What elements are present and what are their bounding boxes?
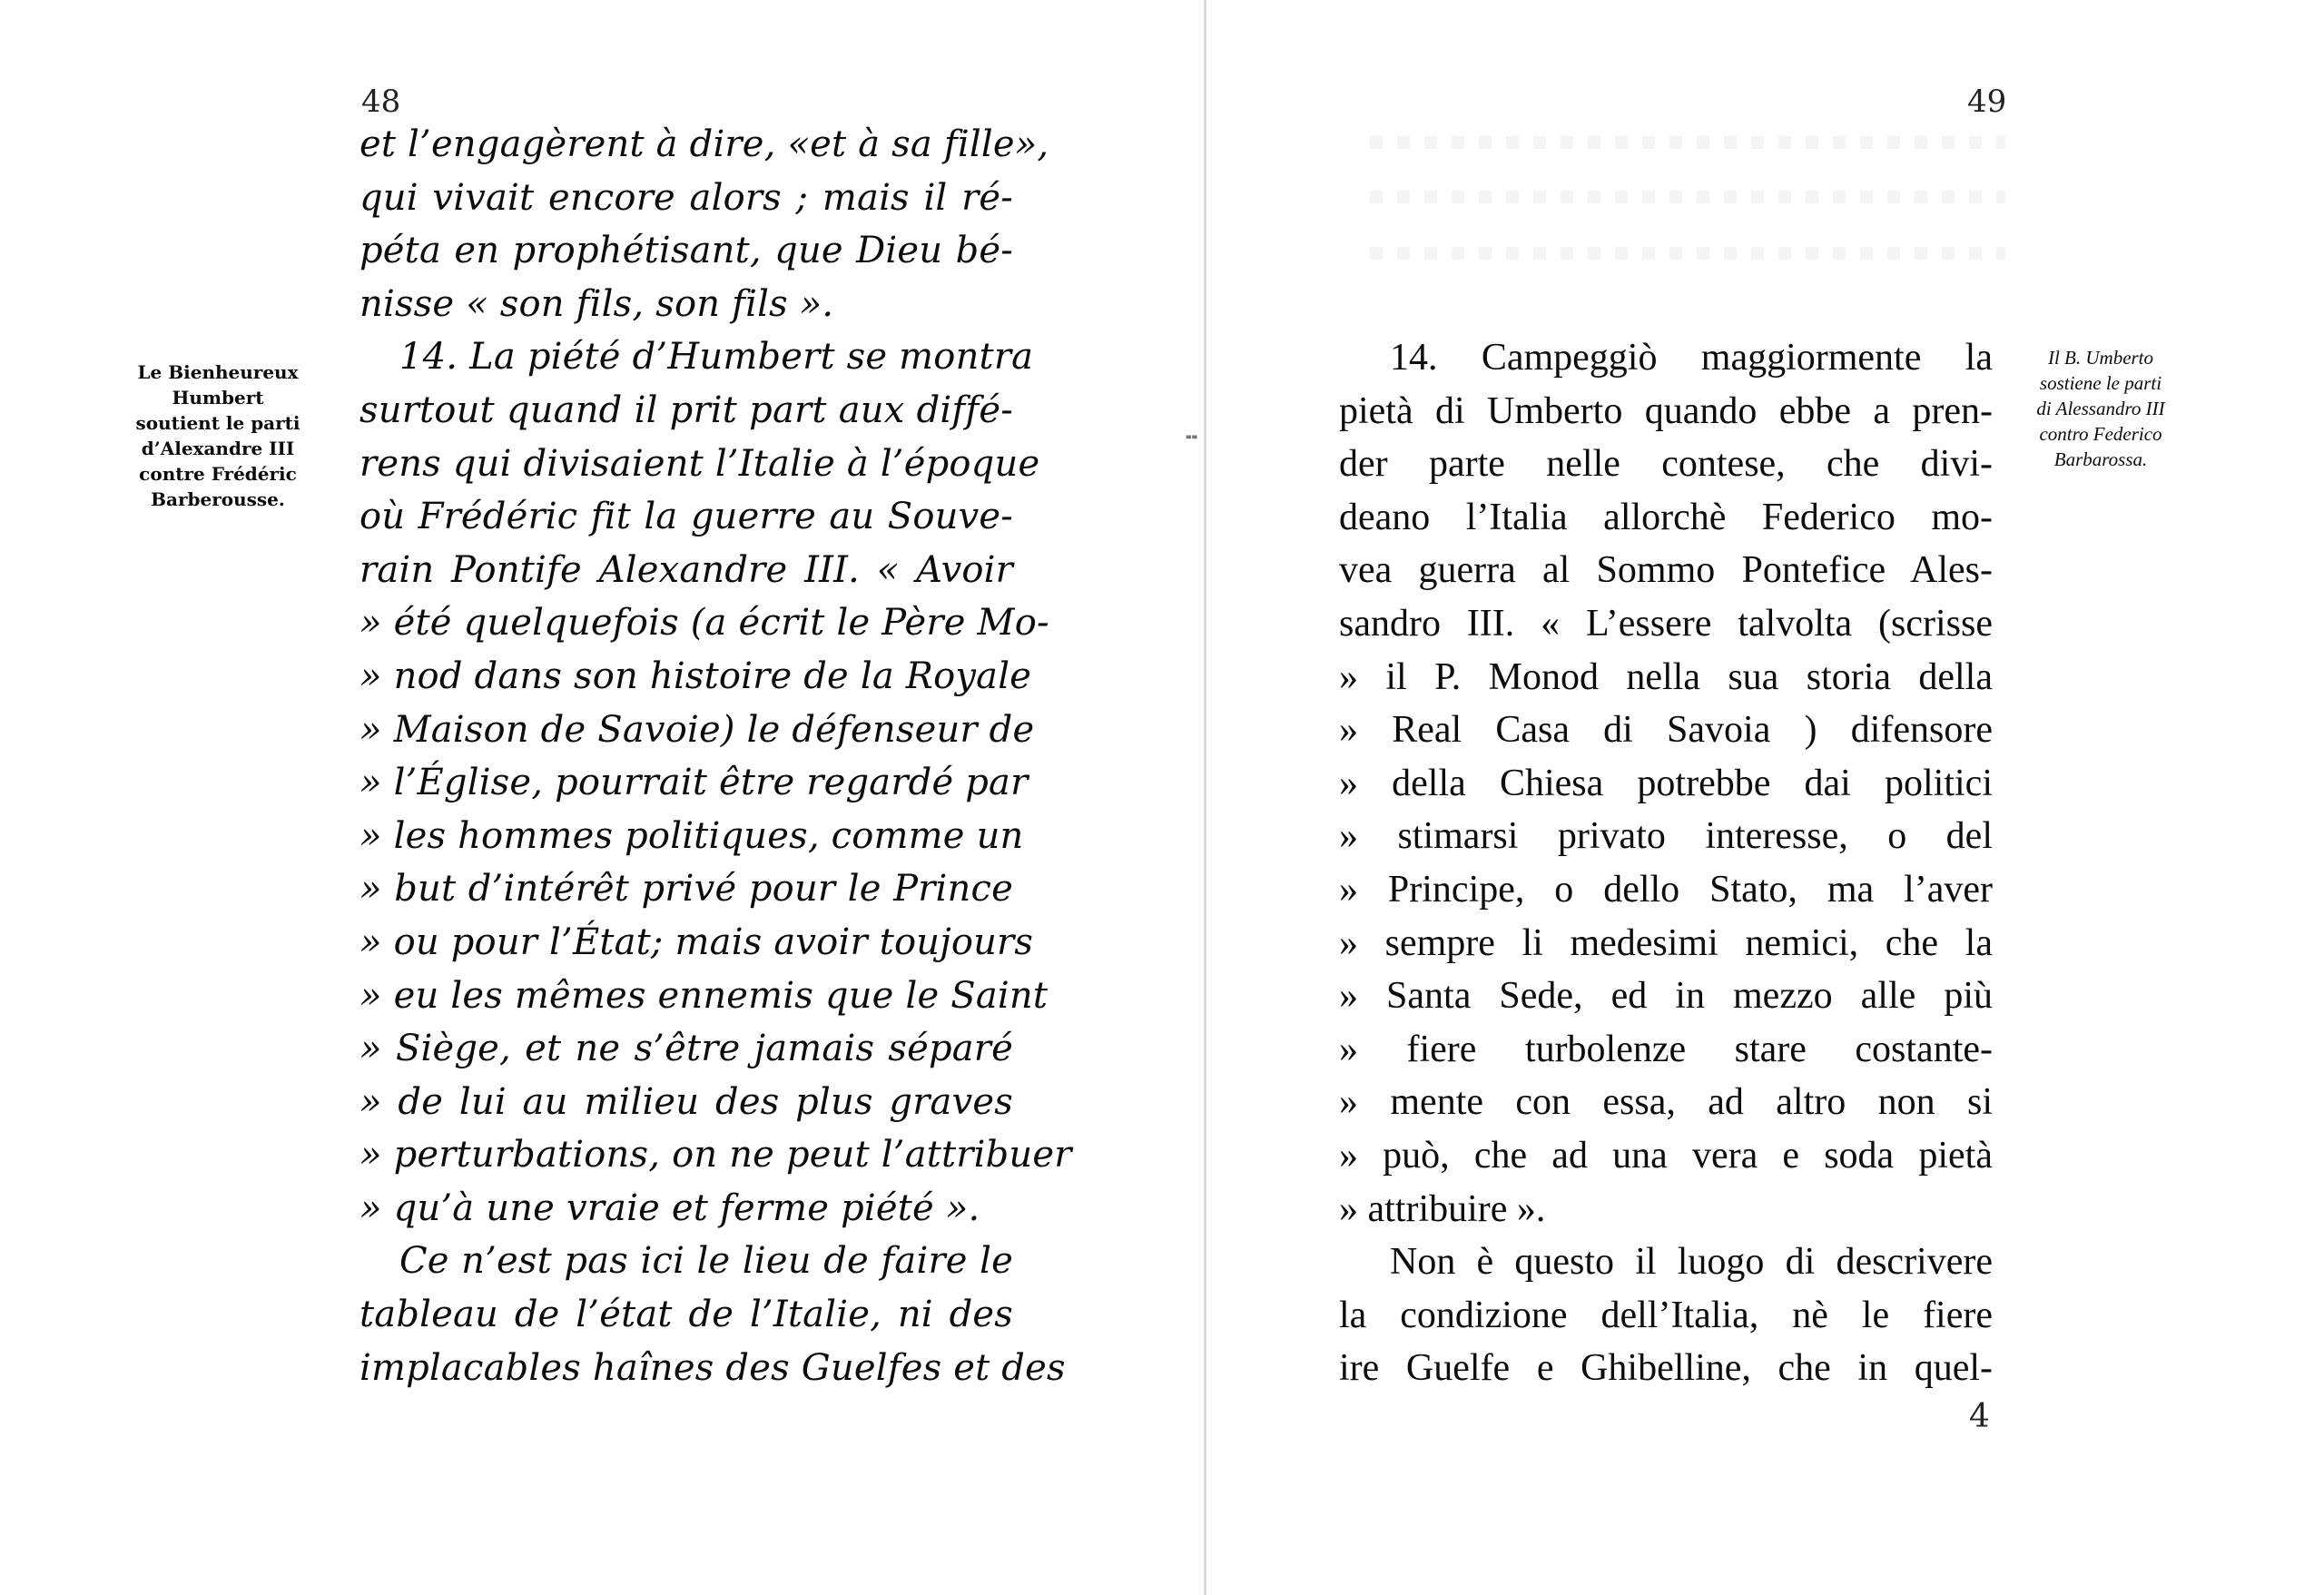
text-line: » ou pour l’État; mais avoir toujours [359,921,1034,963]
text-line: la condizione dell’Italia, nè le fiere [1339,1294,1993,1336]
right-margin-note-line: di Alessandro III [2036,398,2165,419]
text-line: der parte nelle contese, che divi- [1339,443,1993,486]
text-line: où Frédéric fit la guerre au Souve- [359,496,1013,538]
gutter-speck: ╍ [1186,427,1198,449]
text-line: rens qui divisaient l’Italie à l’époque [359,442,1040,485]
left-margin-note [109,359,327,512]
text-line: » Real Casa di Savoia ) difensore [1339,709,1993,752]
show-through-text [1370,247,2005,260]
show-through-text [1370,191,2005,203]
text-line: » les hommes politiques, comme un [359,814,1024,857]
text-line: » qu’à une vraie et ferme piété ». [359,1186,980,1229]
text-line: nisse « son fils, son fils ». [359,282,834,325]
text-line: » attribuire ». [1339,1187,1546,1230]
text-line: » Siège, et ne s’être jamais séparé [359,1028,1013,1070]
text-line: tableau de l’état de l’Italie, ni des [359,1294,1013,1336]
right-margin-note-line: sostiene le parti [2039,372,2162,394]
left-margin-note-line: soutient le parti [135,412,300,434]
text-line: » Principe, o dello Stato, ma l’aver [1339,868,1993,911]
right-page [1206,0,2324,1595]
text-line: surtout quand il prit part aux diffé- [359,389,1013,431]
left-margin-note-line: d’Alexandre III [141,438,295,459]
left-body-text [359,118,1072,1394]
left-margin-note-line: Barberousse. [151,488,285,510]
text-line: vea guerra al Sommo Pontefice Ales- [1339,549,1993,592]
left-margin-note-line: Le Bienheureux [137,361,299,383]
text-line: » stimarsi privato interesse, o del [1339,815,1993,858]
right-margin-note [1996,345,2205,472]
text-line: » perturbations, on ne peut l’attribuer [359,1134,1072,1177]
text-line: » può, che ad una vera e soda pietà [1339,1134,1993,1177]
text-line: qui vivait encore alors ; mais il ré- [359,176,1013,219]
show-through-text [1370,136,2005,149]
text-line: » della Chiesa potrebbe dai politici [1339,762,1993,804]
text-line: 14. Campeggiò maggiormente la [1390,337,1993,379]
text-line: implacables haînes des Guelfes et des [359,1346,1066,1389]
right-margin-note-line: Barbarossa. [2053,448,2148,470]
text-line: Non è questo il luogo di descrivere [1390,1241,1993,1284]
text-line: rain Pontife Alexandre III. « Avoir [359,548,1013,591]
text-line: » nod dans son histoire de la Royale [359,655,1032,697]
text-line: » but d’intérêt privé pour le Prince [359,868,1013,911]
text-line: » l’Église, pourrait être regardé par [359,762,1029,804]
text-line: péta en prophétisant, que Dieu bé- [359,230,1013,272]
text-line: » mente con essa, ad altro non si [1339,1081,1993,1124]
text-line: deano l’Italia allorchè Federico mo- [1339,496,1993,538]
text-line: » sempre li medesimi nemici, che la [1339,921,1993,964]
text-line: ire Guelfe e Ghibelline, che in quel- [1339,1347,1993,1390]
signature-mark: 4 [1969,1398,1990,1435]
text-line: et l’engagèrent à dire, «et à sa fille», [359,123,1049,165]
left-page-number: 48 [361,84,401,120]
text-line: » il P. Monod nella sua storia della [1339,655,1993,698]
text-line: pietà di Umberto quando ebbe a pren- [1339,389,1993,432]
left-margin-note-line: contre Frédéric [139,463,297,485]
right-page-number: 49 [1967,84,2007,120]
left-margin-note-line: Humbert [172,387,264,409]
text-line: » de lui au milieu des plus graves [359,1080,1013,1123]
text-line: » eu les mêmes ennemis que le Saint [359,974,1049,1017]
right-margin-note-line: contro Federico [2039,423,2162,445]
text-line: » fiere turbolenze stare costante- [1339,1028,1993,1070]
text-line: » été quelquefois (a écrit le Père Mo- [359,602,1049,645]
text-line: » Santa Sede, ed in mezzo alle più [1339,975,1993,1018]
text-line: 14. La piété d’Humbert se montra [399,336,1034,379]
text-line: Ce n’est pas ici le lieu de faire le [399,1240,1013,1283]
right-body-text [1339,331,1993,1395]
text-line: » Maison de Savoie) le défenseur de [359,708,1035,751]
text-line: sandro III. « L’essere talvolta (scrisse [1339,602,1993,645]
right-margin-note-line: Il B. Umberto [2047,347,2154,369]
